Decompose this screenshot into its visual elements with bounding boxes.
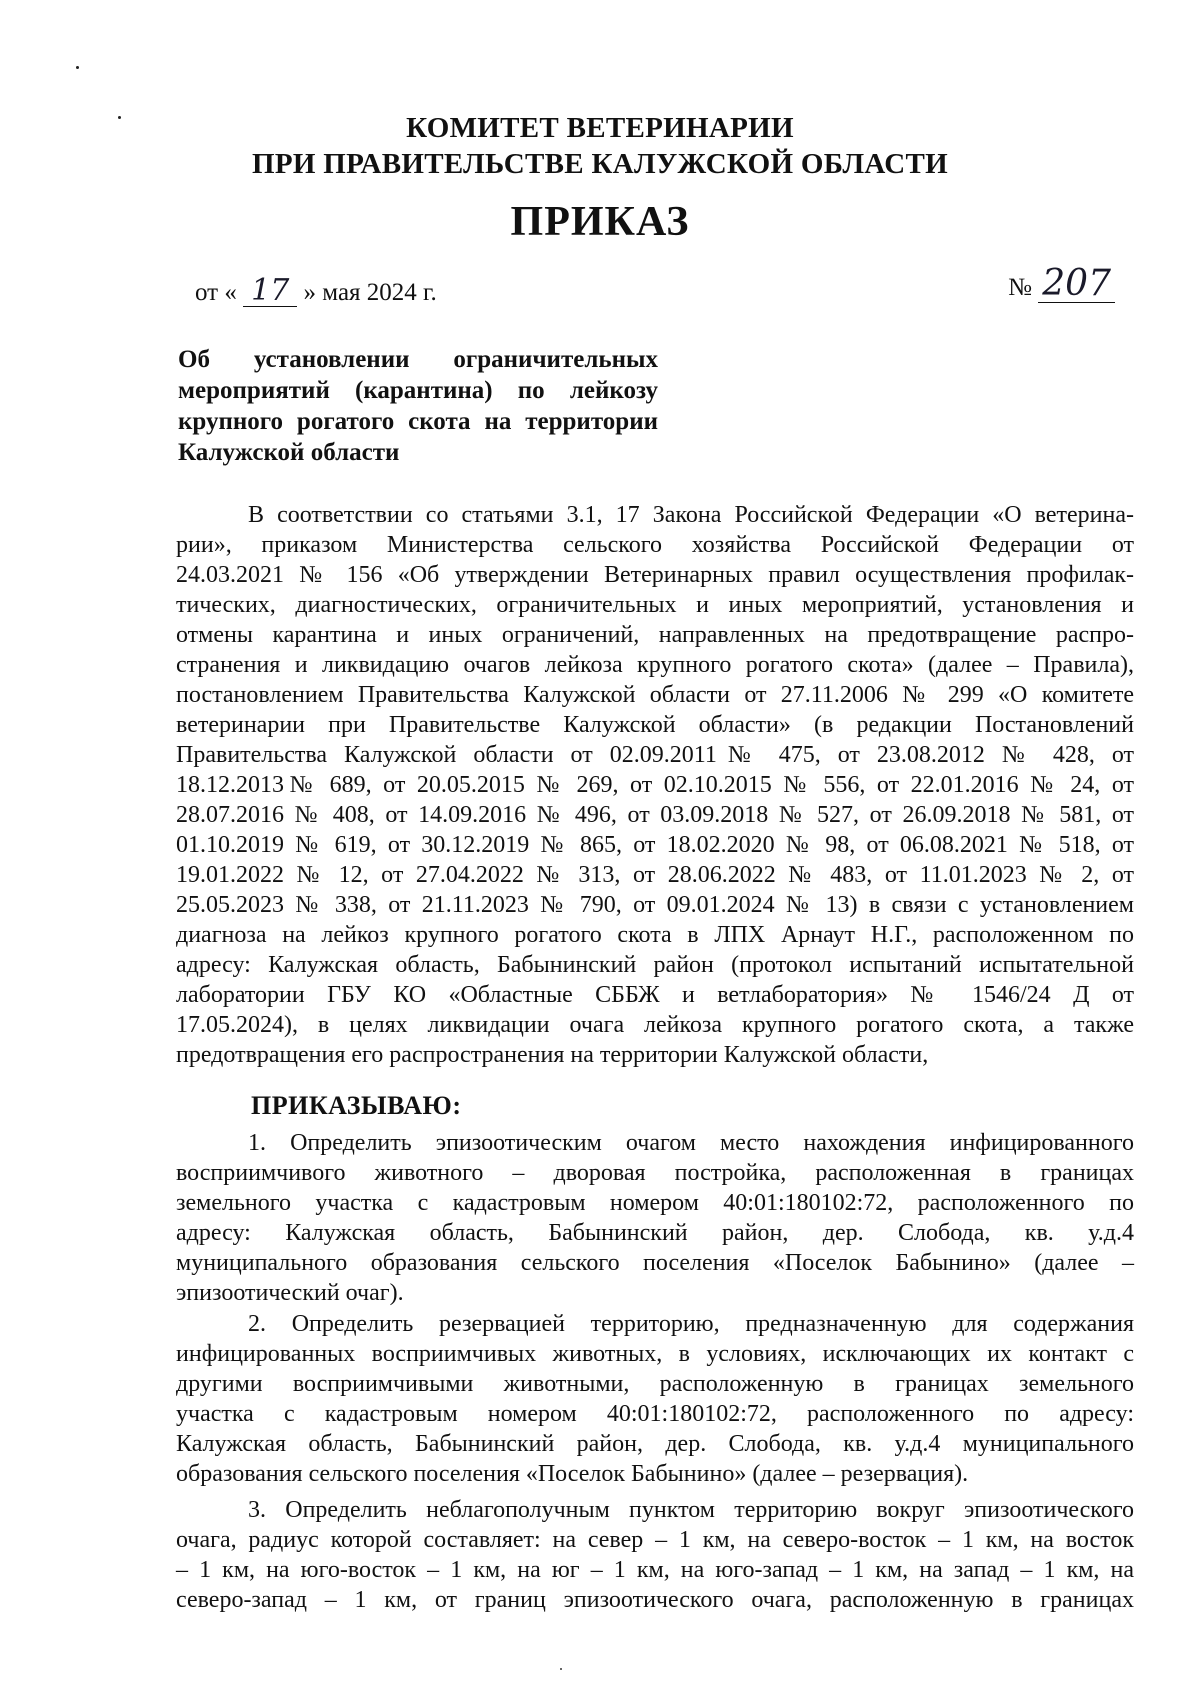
date-day-handwritten: 17 xyxy=(243,276,297,307)
text-line: 28.07.2016 № 408, от 14.09.2016 № 496, от 03.09.2018 № 527, от 26.09.2018 № 581, от xyxy=(176,802,1134,828)
text-line: 25.05.2023 № 338, от 21.11.2023 № 790, от 09.01.2024 № 13) в связи с установлением xyxy=(176,892,1134,918)
document-title: ПРИКАЗ xyxy=(510,199,690,245)
text-line: инфицированных восприимчивых животных, в условиях, исключающих их контакт с xyxy=(176,1341,1134,1367)
text-line: странения и ликвидацию очагов лейкоза крупного рогатого скота» (далее – Правила), xyxy=(176,652,1134,678)
text-line: В соответствии со статьями 3.1, 17 Закона Российской Федерации «О ветерина- xyxy=(248,502,1134,528)
text-line: очага, радиус которой составляет: на север – 1 км, на северо-восток – 1 км, на восток xyxy=(176,1527,1134,1553)
document-subject xyxy=(178,344,658,468)
text-line: предотвращения его распространения на территории Калужской области, xyxy=(176,1042,929,1068)
text-line: Правительства Калужской области от 02.09.2011№ 475, от 23.08.2012 № 428, от xyxy=(176,742,1134,768)
text-line: северо-запад – 1 км, от границ эпизоотического очага, расположенную в границах xyxy=(176,1587,1134,1613)
text-line: отмены карантина и иных ограничений, направленных на предотвращение распро- xyxy=(176,622,1134,648)
text-line: муниципального образования сельского поселения «Поселок Бабынино» (далее – xyxy=(176,1250,1134,1276)
text-line: другими восприимчивыми животными, расположенную в границах земельного xyxy=(176,1371,1134,1397)
text-line: 18.12.2013№ 689, от 20.05.2015 № 269, от 02.10.2015 № 556, от 22.01.2016 № 24, от xyxy=(176,772,1134,798)
order-item-2 xyxy=(176,1309,1134,1489)
text-line: участка с кадастровым номером 40:01:180102:72, расположенного по адресу: xyxy=(176,1401,1134,1427)
order-item-1 xyxy=(176,1128,1134,1308)
subject-line: крупного рогатого скота на территории xyxy=(178,408,658,435)
text-line: диагноза на лейкоз крупного рогатого скота в ЛПХ Арнаут Н.Г., расположенном по xyxy=(176,922,1134,948)
organization-subtitle: ПРИ ПРАВИТЕЛЬСТВЕ КАЛУЖСКОЙ ОБЛАСТИ xyxy=(252,148,948,180)
text-line: 3. Определить неблагополучным пунктом территорию вокруг эпизоотического xyxy=(248,1497,1134,1523)
text-line: ветеринарии при Правительстве Калужской области» (в редакции Постановлений xyxy=(176,712,1134,738)
text-line: 1. Определить эпизоотическим очагом место нахождения инфицированного xyxy=(248,1130,1134,1156)
text-line: рии», приказом Министерства сельского хозяйства Российской Федерации от xyxy=(176,532,1134,558)
text-line: 01.10.2019 № 619, от 30.12.2019 № 865, от 18.02.2020 № 98, от 06.08.2021 № 518, от xyxy=(176,832,1134,858)
document-date xyxy=(195,273,437,308)
document-number xyxy=(1008,263,1115,304)
text-line: образования сельского поселения «Поселок Бабынино» (далее – резервация). xyxy=(176,1461,969,1487)
subject-line: Об установлении ограничительных xyxy=(178,346,658,373)
text-line: постановлением Правительства Калужской области от 27.11.2006 № 299 «О комитете xyxy=(176,682,1134,708)
order-directive: ПРИКАЗЫВАЮ: xyxy=(251,1091,462,1120)
date-prefix: от « xyxy=(195,279,237,306)
subject-line: Калужской области xyxy=(178,439,400,466)
organization-name: КОМИТЕТ ВЕТЕРИНАРИИ xyxy=(406,112,794,144)
text-line: Калужская область, Бабынинский район, дер. Слобода, кв. у.д.4 муниципального xyxy=(176,1431,1134,1457)
text-line: тических, диагностических, ограничительных и иных мероприятий, установления и xyxy=(176,592,1134,618)
text-line: адресу: Калужская область, Бабынинский район (протокол испытаний испытательной xyxy=(176,952,1134,978)
text-line: адресу: Калужская область, Бабынинский район, дер. Слобода, кв. у.д.4 xyxy=(176,1220,1134,1246)
order-item-3 xyxy=(176,1495,1134,1615)
scan-speck xyxy=(76,66,79,69)
text-line: 24.03.2021 № 156 «Об утверждении Ветеринарных правил осуществления профилак- xyxy=(176,562,1134,588)
text-line: земельного участка с кадастровым номером 40:01:180102:72, расположенного по xyxy=(176,1190,1134,1216)
scan-speck xyxy=(560,1668,562,1670)
date-suffix: » мая 2024 г. xyxy=(303,279,437,306)
text-line: – 1 км, на юго-восток – 1 км, на юг – 1 км, на юго-запад – 1 км, на запад – 1 км, на xyxy=(176,1557,1134,1583)
text-line: лаборатории ГБУ КО «Областные СББЖ и ветлаборатория» № 1546/24 Д от xyxy=(176,982,1134,1008)
text-line: 19.01.2022 № 12, от 27.04.2022 № 313, от 28.06.2022 № 483, от 11.01.2023 № 2, от xyxy=(176,862,1134,888)
number-value-handwritten: 207 xyxy=(1038,266,1115,303)
text-line: 17.05.2024), в целях ликвидации очага лейкоза крупного рогатого скота, а также xyxy=(176,1012,1134,1038)
subject-line: мероприятий (карантина) по лейкозу xyxy=(178,377,658,404)
text-line: восприимчивого животного – дворовая постройка, расположенная в границах xyxy=(176,1160,1134,1186)
text-line: эпизоотический очаг). xyxy=(176,1280,404,1306)
preamble-paragraph xyxy=(176,500,1134,1070)
text-line: 2. Определить резервацией территорию, предназначенную для содержания xyxy=(248,1311,1134,1337)
number-prefix: № xyxy=(1008,274,1033,301)
